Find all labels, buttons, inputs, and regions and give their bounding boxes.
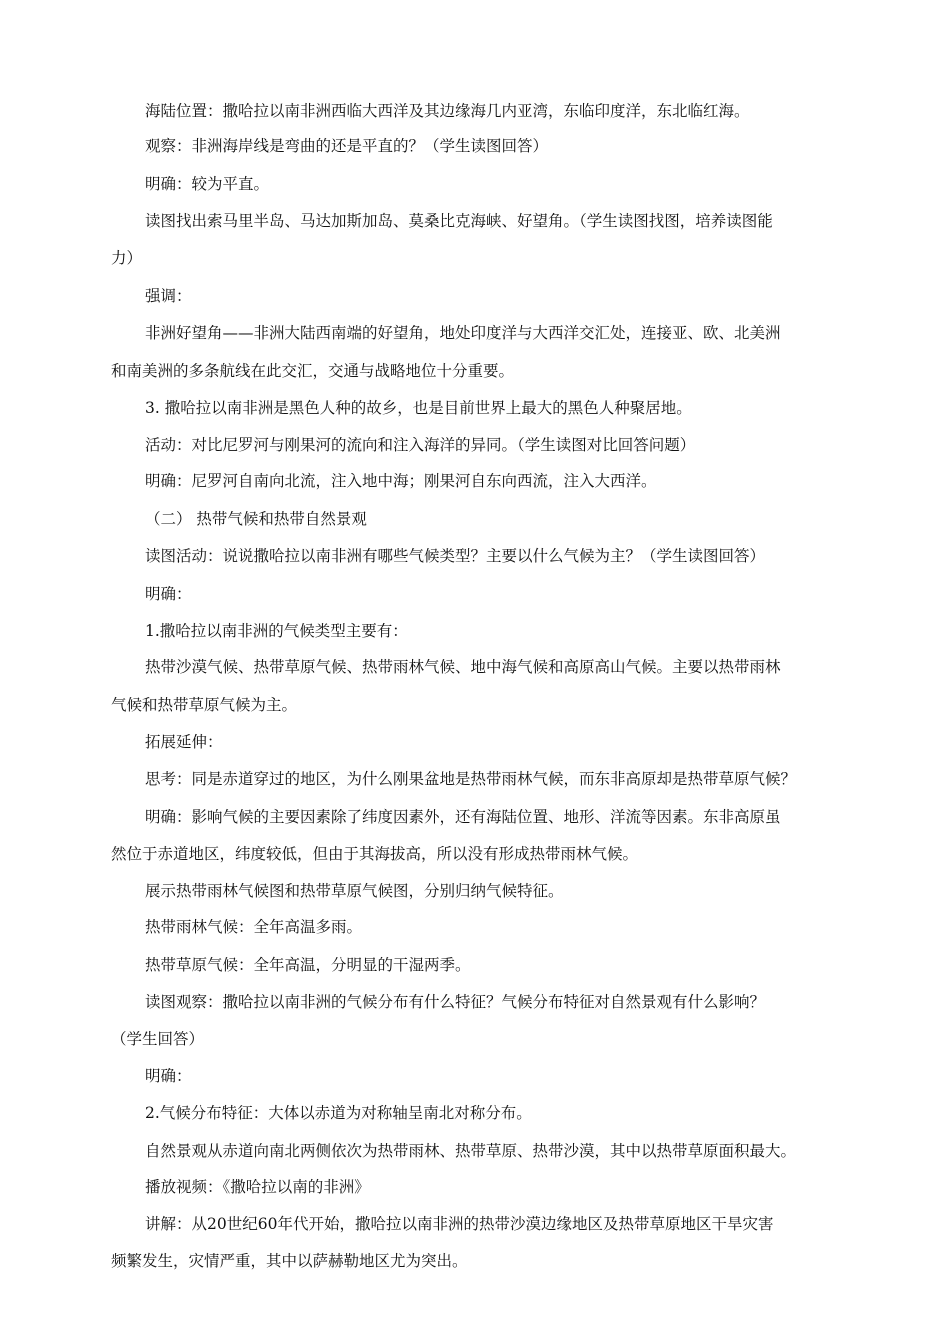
paragraph-line: 热带草原气候：全年高温，分明显的干湿两季。 xyxy=(145,956,471,974)
paragraph-line: 明确：尼罗河自南向北流，注入地中海；刚果河自东向西流，注入大西洋。 xyxy=(145,472,657,490)
paragraph-line: 1.撒哈拉以南非洲的气候类型主要有： xyxy=(145,622,408,640)
paragraph-line: 然位于赤道地区，纬度较低，但由于其海拔高，所以没有形成热带雨林气候。 xyxy=(111,845,639,863)
paragraph-line: 频繁发生，灾情严重，其中以萨赫勒地区尤为突出。 xyxy=(111,1252,468,1270)
paragraph-line: 明确： xyxy=(145,585,192,603)
paragraph-line: 观察：非洲海岸线是弯曲的还是平直的？（学生读图回答） xyxy=(145,137,549,155)
paragraph-line: （学生回答） xyxy=(111,1030,205,1048)
paragraph-line: 活动：对比尼罗河与刚果河的流向和注入海洋的异同。（学生读图对比回答问题） xyxy=(145,436,696,454)
paragraph-line: 读图活动：说说撒哈拉以南非洲有哪些气候类型？主要以什么气候为主？（学生读图回答） xyxy=(145,547,766,565)
paragraph-line: 自然景观从赤道向南北两侧依次为热带雨林、热带草原、热带沙漠，其中以热带草原面积最大。 xyxy=(145,1142,797,1160)
paragraph-line: 强调： xyxy=(145,287,192,305)
paragraph-line: 播放视频：《撒哈拉以南的非洲》 xyxy=(145,1178,370,1196)
paragraph-line: 明确： xyxy=(145,1067,192,1085)
paragraph-line: 明确：较为平直。 xyxy=(145,175,270,193)
paragraph-line: 2.气候分布特征：大体以赤道为对称轴呈南北对称分布。 xyxy=(145,1104,532,1122)
paragraph-line: 3. 撒哈拉以南非洲是黑色人种的故乡，也是目前世界上最大的黑色人种聚居地。 xyxy=(145,399,692,417)
paragraph-line: 和南美洲的多条航线在此交汇，交通与战略地位十分重要。 xyxy=(111,362,515,380)
paragraph-line: 力） xyxy=(111,249,143,267)
paragraph-line: 思考：同是赤道穿过的地区，为什么刚果盆地是热带雨林气候，而东非高原却是热带草原气候？ xyxy=(145,770,797,788)
paragraph-line: 讲解：从20世纪60年代开始，撒哈拉以南非洲的热带沙漠边缘地区及热带草原地区干旱灾害 xyxy=(145,1215,774,1233)
paragraph-line: 读图找出索马里半岛、马达加斯加岛、莫桑比克海峡、好望角。（学生读图找图，培养读图能 xyxy=(145,212,773,230)
paragraph-line: 明确：影响气候的主要因素除了纬度因素外，还有海陆位置、地形、洋流等因素。东非高原虽 xyxy=(145,808,781,826)
paragraph-line: 热带沙漠气候、热带草原气候、热带雨林气候、地中海气候和高原高山气候。主要以热带雨林 xyxy=(145,658,781,676)
paragraph-line: 读图观察：撒哈拉以南非洲的气候分布有什么特征？气候分布特征对自然景观有什么影响？ xyxy=(145,993,766,1011)
paragraph-line: 热带雨林气候：全年高温多雨。 xyxy=(145,918,363,936)
paragraph-line: 非洲好望角——非洲大陆西南端的好望角，地处印度洋与大西洋交汇处，连接亚、欧、北美洲 xyxy=(145,324,781,342)
paragraph-line: 展示热带雨林气候图和热带草原气候图，分别归纳气候特征。 xyxy=(145,882,564,900)
section-heading: （二） 热带气候和热带自然景观 xyxy=(145,510,367,528)
paragraph-line: 气候和热带草原气候为主。 xyxy=(111,696,298,714)
paragraph-line: 海陆位置：撒哈拉以南非洲西临大西洋及其边缘海几内亚湾，东临印度洋，东北临红海。 xyxy=(145,102,750,120)
paragraph-line: 拓展延伸： xyxy=(145,733,223,751)
